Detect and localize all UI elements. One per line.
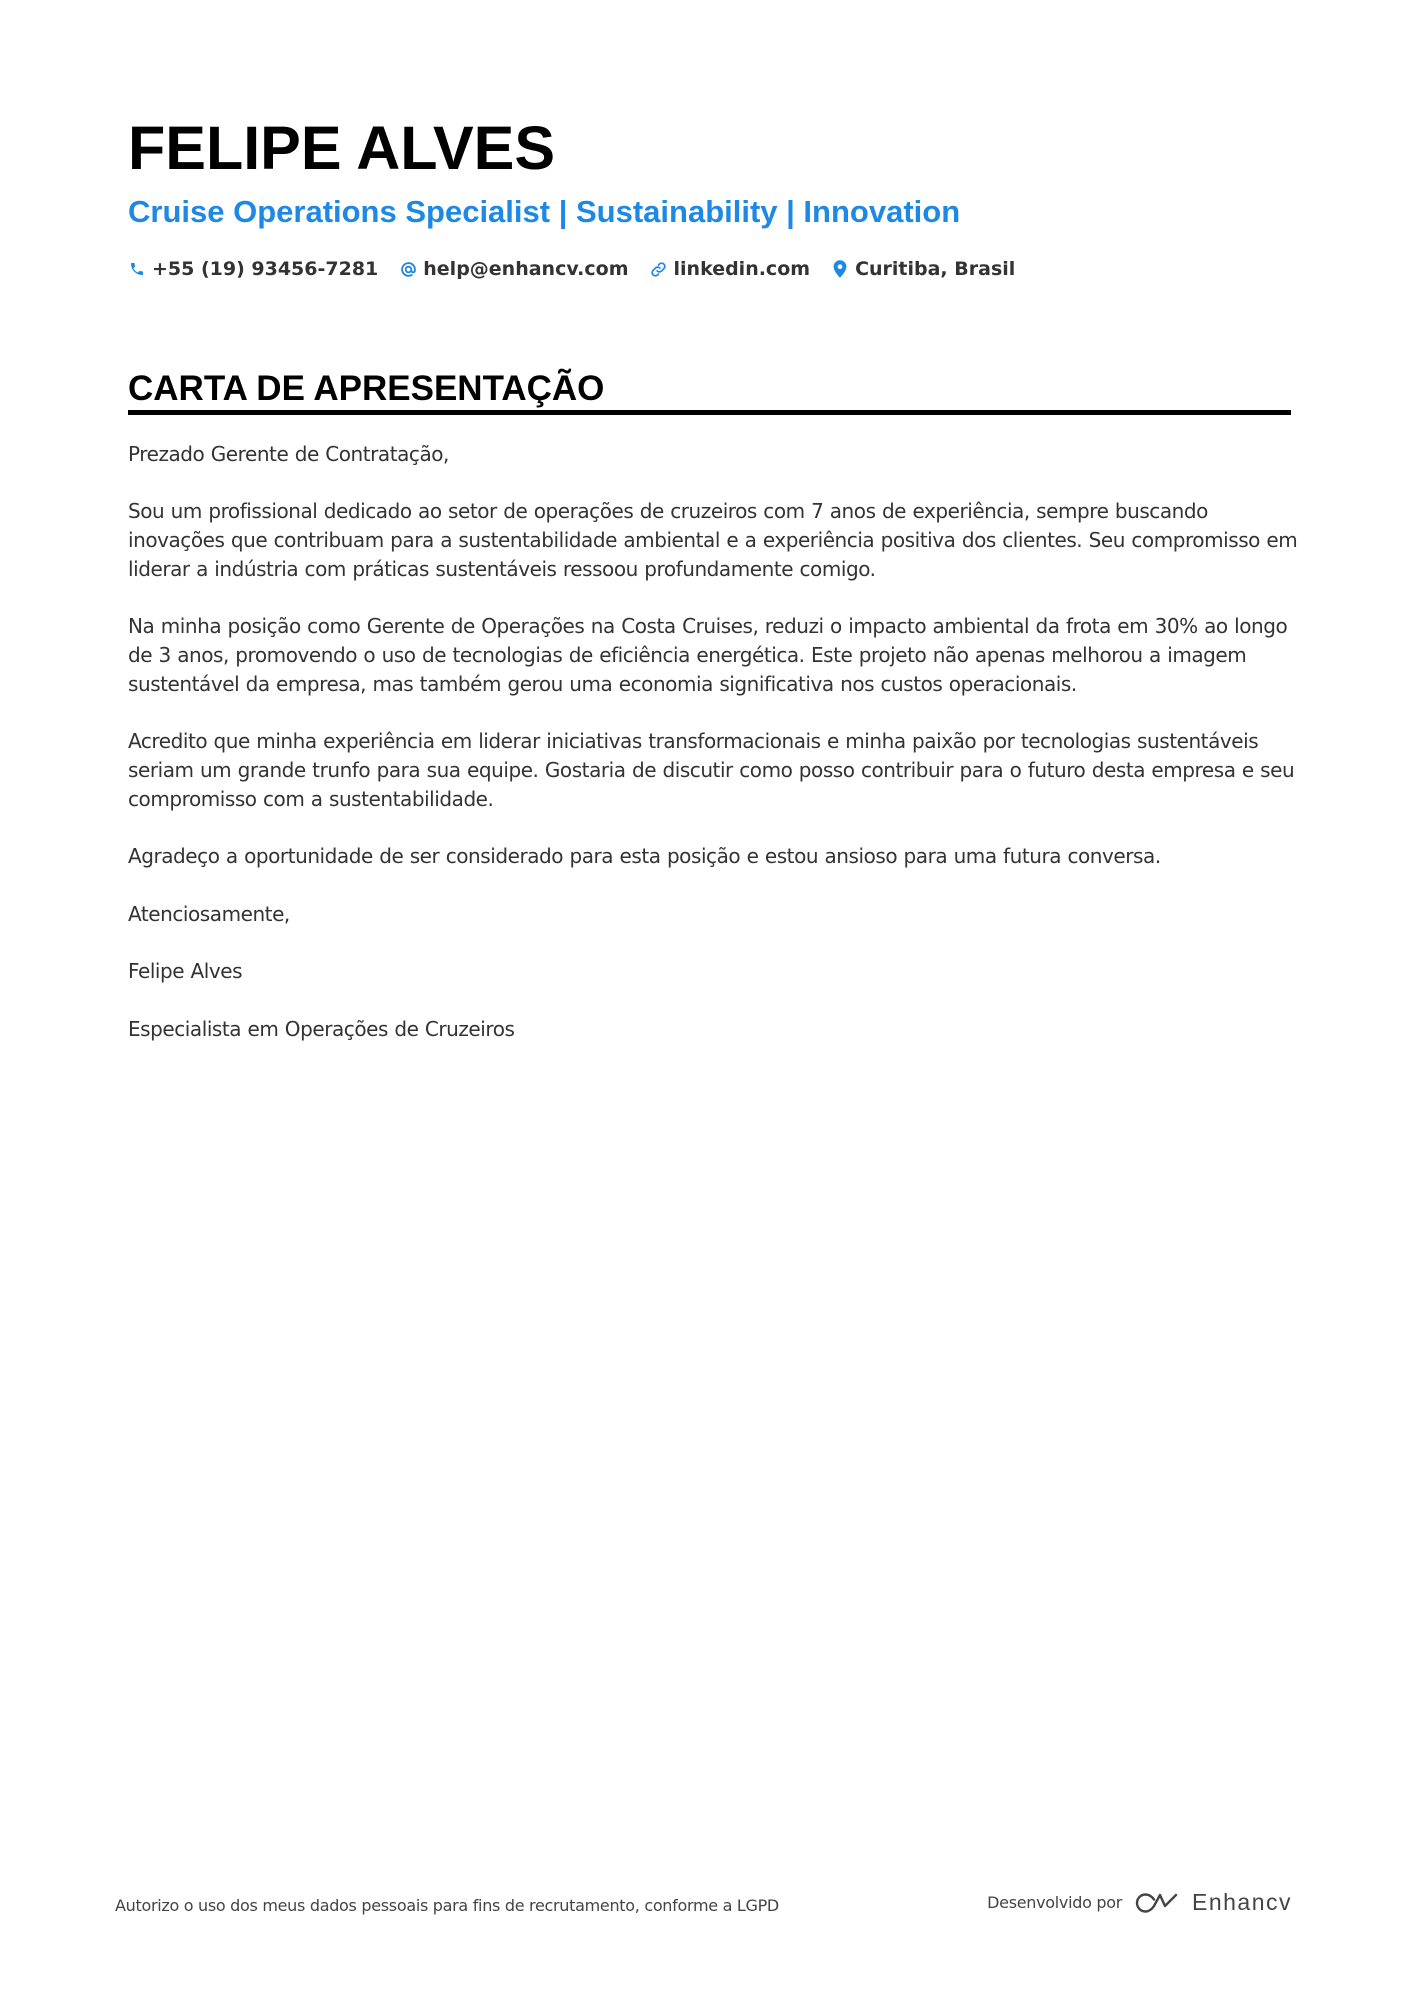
powered-by[interactable] [987,1889,1292,1916]
letter-paragraph: Acredito que minha experiência em liderar iniciativas transformacionais e minha paixão por tecnologias sustentáveis seriam um grande trunfo para sua equipe. Gostaria de discutir como posso contribuir para o futuro desta empresa e seu compromisso com a sustentabilidade. [128,729,1295,811]
contact-location-text: Curitiba, Brasil [855,258,1016,280]
signature-name: Felipe Alves [128,959,243,984]
letter-paragraph: Na minha posição como Gerente de Operações na Costa Cruises, reduzi o impacto ambiental da frota em 30% ao longo de 3 anos, promovendo o uso de tecnologias de eficiência energética. Este projeto não apenas melhorou a imagem sustentável da empresa, mas também gerou uma economia significativa nos custos operacionais. [128,614,1288,696]
candidate-name: FELIPE ALVES [128,114,556,182]
contact-phone[interactable] [128,258,378,280]
contact-linkedin-text: linkedin.com [673,258,811,280]
letter-greeting: Prezado Gerente de Contratação, [128,442,449,466]
consent-note: Autorizo o uso dos meus dados pessoais para fins de recrutamento, conforme a LGPD [115,1896,779,1915]
enhancv-logo-icon [1134,1889,1292,1916]
contact-location [831,258,1015,280]
letter-closing: Atenciosamente, [128,901,290,926]
link-icon [650,259,668,279]
section-divider [128,410,1291,415]
letter-body [128,440,1298,1072]
contact-linkedin[interactable] [650,258,811,280]
phone-icon [128,259,146,279]
signature-title: Especialista em Operações de Cruzeiros [128,1016,515,1041]
letter-paragraph: Sou um profissional dedicado ao setor de operações de cruzeiros com 7 anos de experiência, sempre buscando inovações que contribuam para a sustentabilidade ambiental e a experiência positiva dos clientes. Seu compromisso em liderar a indústria com práticas sustentáveis ressoou profundamente comigo. [128,499,1298,581]
section-title: CARTA DE APRESENTAÇÃO [128,369,605,408]
contact-phone-text: +55 (19) 93456-7281 [152,258,379,280]
contact-bar [128,254,1036,284]
at-icon [399,259,417,279]
powered-by-label: Desenvolvido por [987,1893,1122,1912]
contact-email[interactable] [399,258,628,280]
brand-name: Enhancv [1191,1889,1292,1915]
location-pin-icon [831,259,849,279]
letter-paragraph: Agradeço a oportunidade de ser considerado para esta posição e estou ansioso para uma futura conversa. [128,844,1161,869]
contact-email-text: help@enhancv.com [423,258,629,280]
candidate-headline: Cruise Operations Specialist | Sustainability | Innovation [128,194,961,229]
